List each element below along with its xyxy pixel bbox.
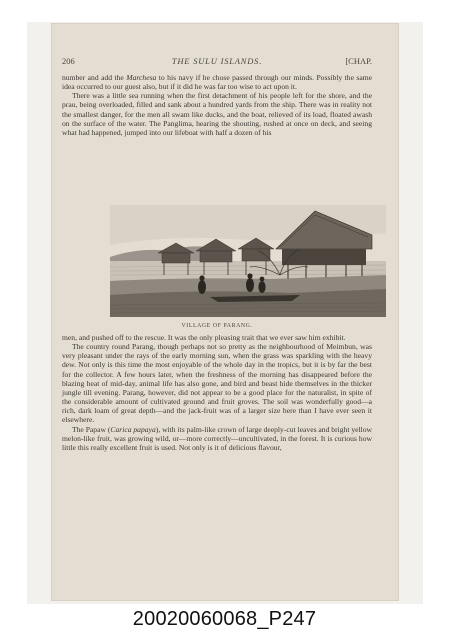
text-block-top (62, 73, 372, 137)
running-title: THE SULU ISLANDS. (171, 56, 263, 66)
page-number: 206 (62, 56, 75, 66)
paragraph: number and add the Marchesa to his navy if he chose passed through our minds. Possibly the same idea occurred to our guest also, but if it did he was far too wise to act upon it. (62, 73, 373, 92)
paragraph: There was a little sea running when the first detachment of his people left for the shore, and the prau, being overloaded, filled and sank about a hundred yards from the ship. There was in reality not the smallest danger, for the men all swam like ducks, and the boat, relieved of its load, floated awash on the surface of the water. The Panglima, hearing the shouting, rushed at once on deck, and seeing what had happened, jumped into our lifeboat with half a dozen of his (62, 91, 372, 137)
paragraph: The country round Parang, though perhaps not so pretty as the neighbourhood of Meimbun, was very pleasant under the rays of the early morning sun, when the grass was sparkling with the heavy dew. Not only is this time the most enjoyable of the whole day in the tropics, but it is by far the best for the collector. A few hours later, when the freshness of the morning has disappeared before the blazing heat of mid-day, animal life has also gone, and bird and beast hide themselves in the thicker jungle till evening. Parang, however, did not appear to be a good place for the naturalist, in spite of the considerable amount of cultivated ground and fruit groves. The soil was wonderfully good—a rich, dark loam of great depth—and the jack-fruit was of a larger size here than I have ever seen it elsewhere. (62, 342, 372, 425)
paragraph: men, and pushed off to the rescue. It was the only pleasing trait that we ever saw him exhibit. (62, 333, 346, 342)
running-head (62, 56, 372, 70)
text-block-bottom (62, 333, 372, 452)
catalog-id-label: 20020060068_P247 (132, 608, 317, 630)
chapter-marker: [CHAP. (345, 56, 372, 66)
illustration-caption: VILLAGE OF PARANG. (181, 323, 253, 329)
ship-name: Marchesa (126, 73, 157, 82)
paragraph: The Papaw (Carica papaya), with its palm-like crown of large deeply-cut leaves and bright yellow melon-like fruit, was growing wild, or—more correctly—uncultivated, in the forest. It is curious how little this really excellent fruit is used. Not only is it of delicious flavour, (62, 424, 372, 452)
village-illustration (110, 205, 386, 317)
species-name: Carica papaya (110, 424, 156, 434)
